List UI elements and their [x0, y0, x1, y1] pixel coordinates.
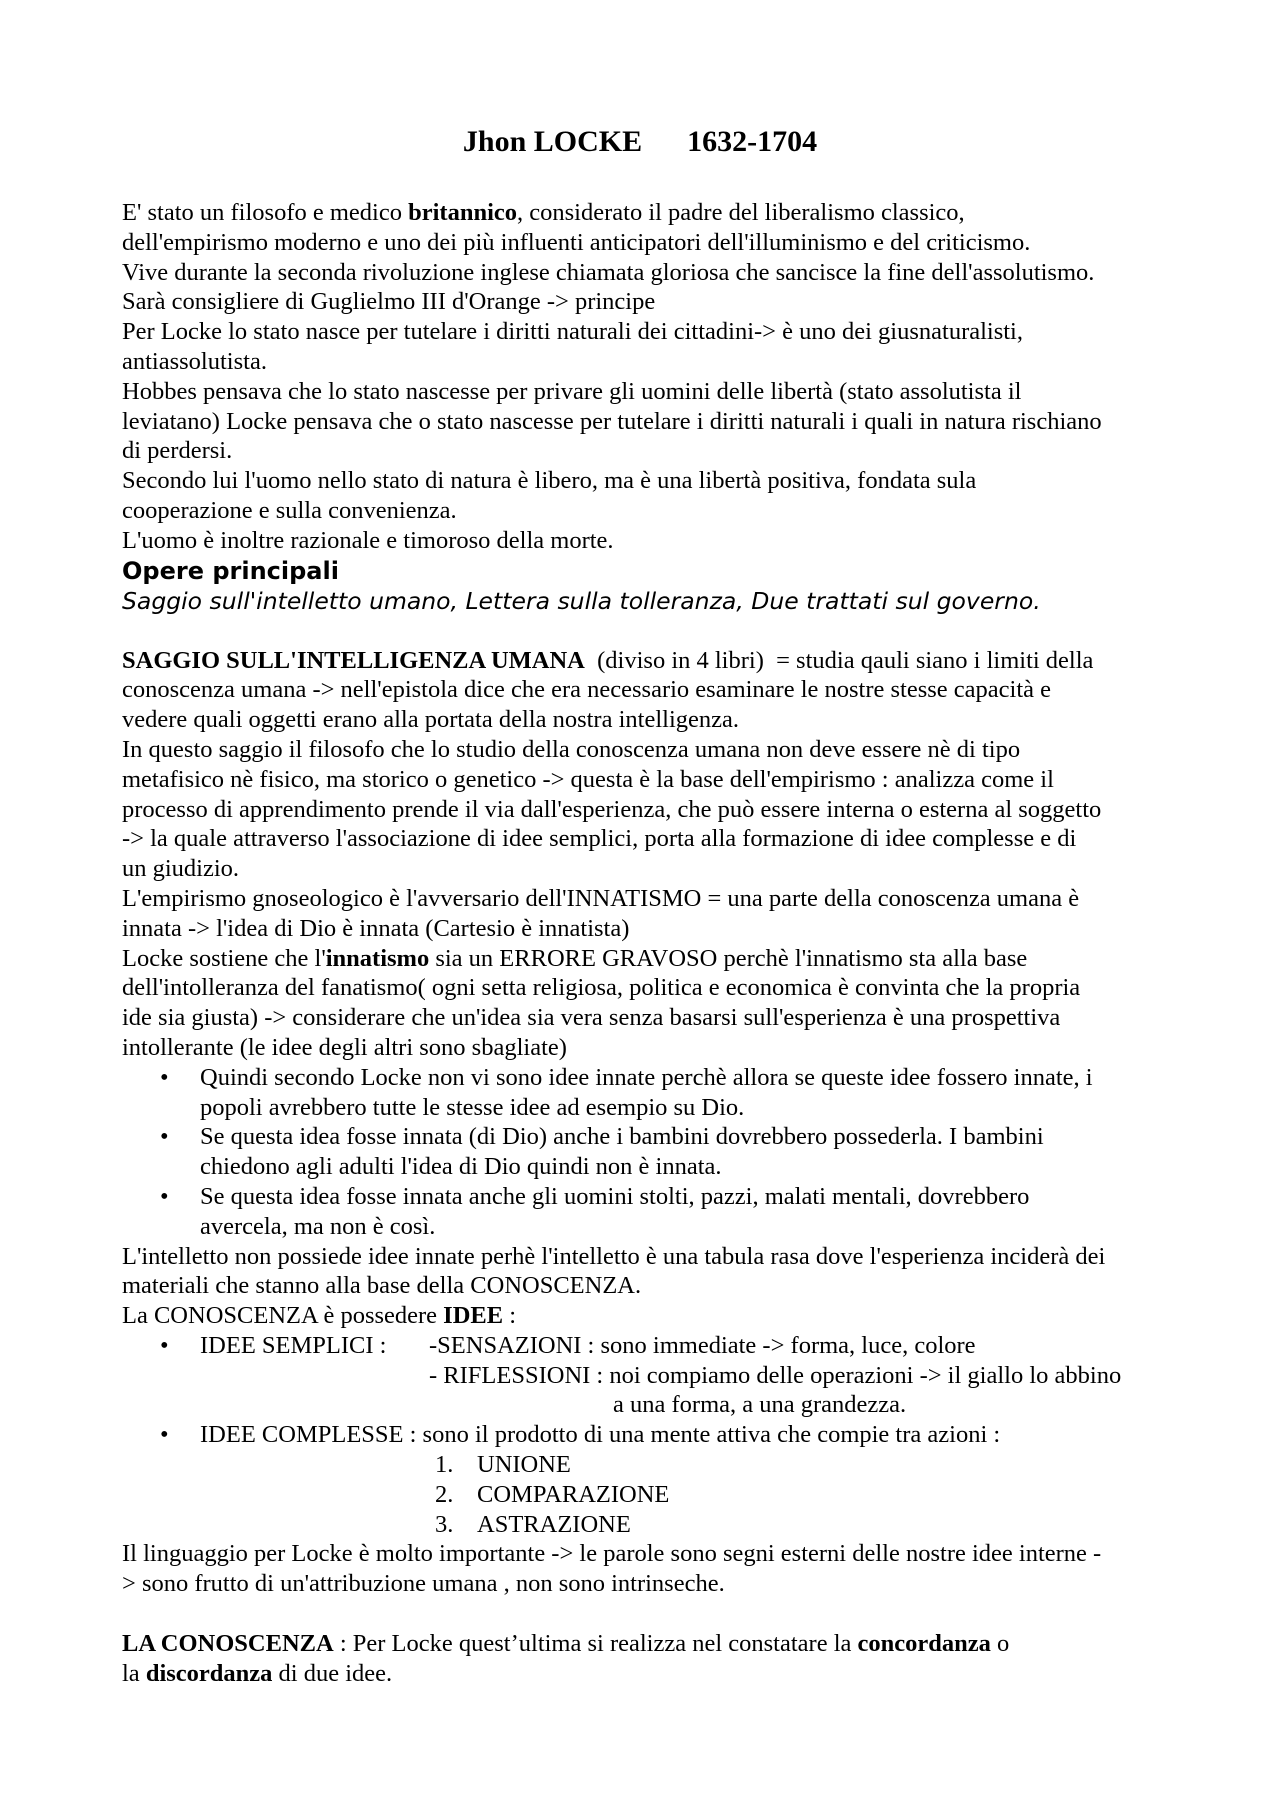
text-line: Sarà consigliere di Guglielmo III d'Orange -> principe [122, 288, 656, 316]
text-line: innata -> l'idea di Dio è innata (Cartesio è innatista) [122, 914, 630, 942]
conoscenza-heading: LA CONOSCENZA [122, 1630, 334, 1658]
saggio-section [122, 646, 1182, 1063]
list-item-idee-semplici [122, 1331, 1182, 1361]
list-item: 1. UNIONE [435, 1451, 571, 1479]
text-line: L'intelletto non possiede idee innate perhè l'intelletto è una tabula rasa dove l'esperienza inciderà dei [122, 1242, 1106, 1270]
text-line: vedere quali oggetti erano alla portata della nostra intelligenza. [122, 706, 739, 734]
text-line: Locke sostiene che l'innatismo sia un ERRORE GRAVOSO perchè l'innatismo sta alla base [122, 944, 1028, 972]
list-item: • Se questa idea fosse innata anche gli uomini stolti, pazzi, malati mentali, dovrebbero avercela, ma non è così. [160, 1182, 1030, 1240]
innatismo-bullet-list [122, 1063, 1182, 1242]
text-line: dell'intolleranza del fanatismo( ogni setta religiosa, politica e economica è convinta che la propria [122, 974, 1081, 1002]
riflessioni-cont: a una forma, a una grandezza. [613, 1391, 907, 1419]
list-item-idee-complesse: • IDEE COMPLESSE : sono il prodotto di una mente attiva che compie tra azioni : [160, 1421, 1001, 1449]
text-line: In questo saggio il filosofo che lo studio della conoscenza umana non deve essere nè di tipo [122, 735, 1021, 763]
text-line: L'empirismo gnoseologico è l'avversario dell'INNATISMO = una parte della conoscenza umana è [122, 884, 1080, 912]
text-line: E' stato un filosofo e medico britannico, considerato il padre del liberalismo classico, [122, 199, 965, 226]
text-line: L'uomo è inoltre razionale e timoroso della morte. [122, 526, 614, 554]
opere-section [122, 556, 1182, 616]
text-line: ide sia giusta) -> considerare che un'idea sia vera senza basarsi sull'esperienza è una prospettiva [122, 1004, 1061, 1032]
azioni-numbered-list [122, 1450, 1182, 1539]
riflessioni-text: - RIFLESSIONI : noi compiamo delle operazioni -> il giallo lo abbino [429, 1361, 1122, 1389]
intro-section [122, 198, 1182, 556]
text-line: un giudizio. [122, 855, 240, 883]
idee-complesse-list [122, 1420, 1182, 1450]
list-item: 2. COMPARAZIONE [435, 1480, 670, 1508]
bullet-icon: • [160, 1331, 169, 1359]
list-item: 3. ASTRAZIONE [435, 1510, 631, 1538]
text-line: conoscenza umana -> nell'epistola dice che era necessario esaminare le nostre stesse capacità e [122, 676, 1052, 704]
sensazioni-text: -SENSAZIONI : sono immediate -> forma, luce, colore [429, 1331, 976, 1359]
text-line: dell'empirismo moderno e uno dei più influenti anticipatori dell'illuminismo e del criticismo. [122, 228, 1031, 256]
spacer [122, 616, 1182, 646]
linguaggio-section [122, 1539, 1182, 1599]
text-line: Hobbes pensava che lo stato nascesse per privare gli uomini delle libertà (stato assolutista il [122, 377, 1022, 405]
idee-list [122, 1331, 1182, 1361]
text-line: Vive durante la seconda rivoluzione inglese chiamata gloriosa che sancisce la fine dell'assolutismo. [122, 258, 1095, 286]
list-item: • Quindi secondo Locke non vi sono idee innate perchè allora se queste idee fossero innate, i popoli avrebbero tutte le stesse idee ad esempio su Dio. [160, 1063, 1093, 1121]
saggio-heading: SAGGIO SULL'INTELLIGENZA UMANA [122, 646, 585, 674]
bullet-icon: • [160, 1123, 169, 1151]
text-line: antiassolutista. [122, 347, 267, 375]
text-line: Secondo lui l'uomo nello stato di natura è libero, ma è una libertà positiva, fondata sula [122, 467, 977, 495]
text-line: -> la quale attraverso l'associazione di idee semplici, porta alla formazione di idee complesse e di [122, 825, 1077, 853]
intelletto-section [122, 1242, 1182, 1331]
bullet-icon: • [160, 1063, 169, 1091]
document-body [122, 198, 1182, 1689]
spacer [122, 1599, 1182, 1629]
text-line: processo di apprendimento prende il via dall'esperienza, che può essere interna o esterna al soggetto [122, 795, 1102, 823]
text-line: la discordanza di due idee. [122, 1659, 393, 1687]
text-line: La CONOSCENZA è possedere IDEE : [122, 1302, 517, 1330]
page-title: Jhon LOCKE 1632-1704 [462, 125, 818, 158]
bullet-icon: • [160, 1421, 169, 1449]
text-line: Il linguaggio per Locke è molto importante -> le parole sono segni esterni delle nostre idee interne - [122, 1540, 1102, 1568]
text-line: SAGGIO SULL'INTELLIGENZA UMANA (diviso in 4 libri) = studia qauli siano i limiti della [122, 646, 1094, 674]
text-line: > sono frutto di un'attribuzione umana , non sono intrinseche. [122, 1570, 725, 1598]
text-line: intollerante (le idee degli altri sono sbagliate) [122, 1033, 567, 1061]
opere-list: Saggio sull'intelletto umano, Lettera sulla tolleranza, Due trattati sul governo. [122, 586, 1041, 615]
bullet-icon: • [160, 1182, 169, 1210]
opere-heading: Opere principali [122, 556, 339, 585]
text-line: Per Locke lo stato nasce per tutelare i diritti naturali dei cittadini-> è uno dei giusnaturalisti, [122, 318, 1023, 346]
text-line: materiali che stanno alla base della CONOSCENZA. [122, 1272, 642, 1300]
idee-semplici-label: IDEE SEMPLICI : [200, 1331, 387, 1359]
conoscenza-section [122, 1629, 1182, 1689]
list-item: • Se questa idea fosse innata (di Dio) anche i bambini dovrebbero possederla. I bambini chiedono agli adulti l'idea di Dio quindi non è innata. [160, 1123, 1044, 1181]
text-line: leviatano) Locke pensava che o stato nascesse per tutelare i diritti naturali i quali in natura rischiano [122, 407, 1102, 435]
text-line: di perdersi. [122, 437, 233, 465]
text-line: LA CONOSCENZA : Per Locke quest’ultima si realizza nel constatare la concordanza o [122, 1630, 1010, 1658]
text-line: metafisico nè fisico, ma storico o genetico -> questa è la base dell'empirismo : analizza come il [122, 765, 1054, 793]
text-line: cooperazione e sulla convenienza. [122, 496, 457, 524]
